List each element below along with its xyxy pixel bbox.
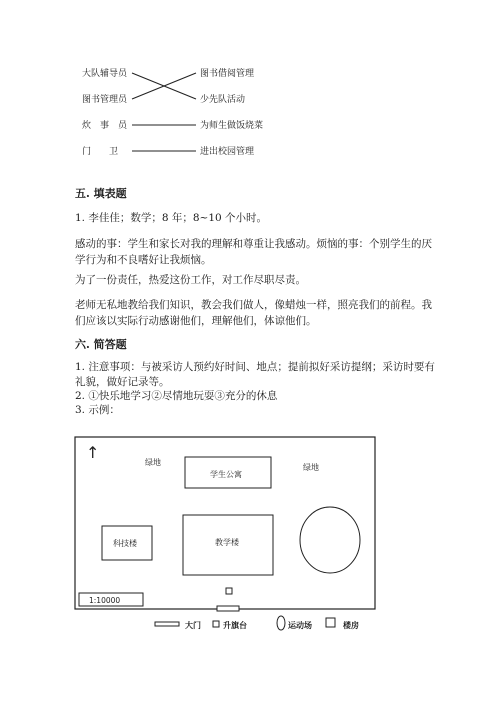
section5-title: 五. 填表题: [75, 187, 127, 200]
main-gate: [217, 606, 239, 611]
legend-gate-label: 大门: [185, 621, 201, 630]
map-label-teaching: 教学楼: [215, 538, 239, 547]
legend-flag-label: 升旗台: [223, 621, 247, 630]
section6-answer-1a: 1. 注意事项：与被采访人预约好时间、地点；提前拟好采访提纲；采访时要有: [75, 361, 435, 373]
legend-gate-symbol: [155, 622, 179, 626]
legend-flag-symbol: [213, 621, 219, 627]
school-map: [70, 432, 390, 632]
section6-answer-3: 3. 示例：: [75, 404, 120, 416]
legend-building-label: 楼房: [343, 621, 359, 630]
section5-answer-4b: 们应该以实际行动感谢他们，理解他们，体谅他们。: [75, 315, 317, 327]
legend-field-symbol: [277, 616, 285, 630]
section5-answer-2a: 感动的事：学生和家长对我的理解和尊重让我感动。烦恼的事：个别学生的厌: [75, 238, 432, 250]
north-arrow-icon: ↑: [86, 443, 100, 462]
map-label-green-2: 绿地: [303, 463, 319, 472]
legend-building-symbol: [326, 618, 335, 627]
section6-answer-1b: 礼貌，做好记录等。: [75, 376, 170, 388]
matching-left-3: 门 卫: [82, 147, 119, 157]
legend-field-label: 运动场: [288, 621, 312, 630]
matching-diagram: [70, 60, 300, 160]
section5-answer-2b: 学行为和不良嗜好让我烦恼。: [75, 254, 212, 266]
section6-answer-2: 2. ①快乐地学习②尽情地玩耍③充分的休息: [75, 390, 278, 402]
matching-right-3: 进出校园管理: [200, 147, 255, 157]
map-label-green-1: 绿地: [145, 458, 161, 467]
matching-right-2: 为师生做饭烧菜: [200, 121, 264, 131]
school-boundary: [75, 437, 375, 609]
matching-right-1: 少先队活动: [200, 95, 246, 105]
map-label-tech: 科技楼: [113, 539, 137, 548]
section5-answer-4a: 老师无私地教给我们知识，教会我们做人，像蜡烛一样，照亮我们的前程。我: [75, 299, 432, 311]
map-label-dorm: 学生公寓: [210, 470, 242, 479]
matching-right-0: 图书借阅管理: [200, 69, 255, 79]
sports-field: [300, 507, 360, 573]
matching-left-1: 图书管理员: [82, 95, 128, 105]
map-scale: 1:10000: [89, 596, 121, 605]
matching-left-2: 炊 事 员: [82, 121, 128, 131]
matching-left-0: 大队辅导员: [82, 69, 128, 79]
flag-platform: [226, 588, 232, 594]
section6-title: 六. 简答题: [75, 338, 127, 351]
section5-answer-1: 1. 李佳佳；数学；8 年；8~10 个小时。: [75, 212, 268, 224]
section5-answer-3: 为了一份责任，热爱这份工作，对工作尽职尽责。: [75, 274, 306, 286]
